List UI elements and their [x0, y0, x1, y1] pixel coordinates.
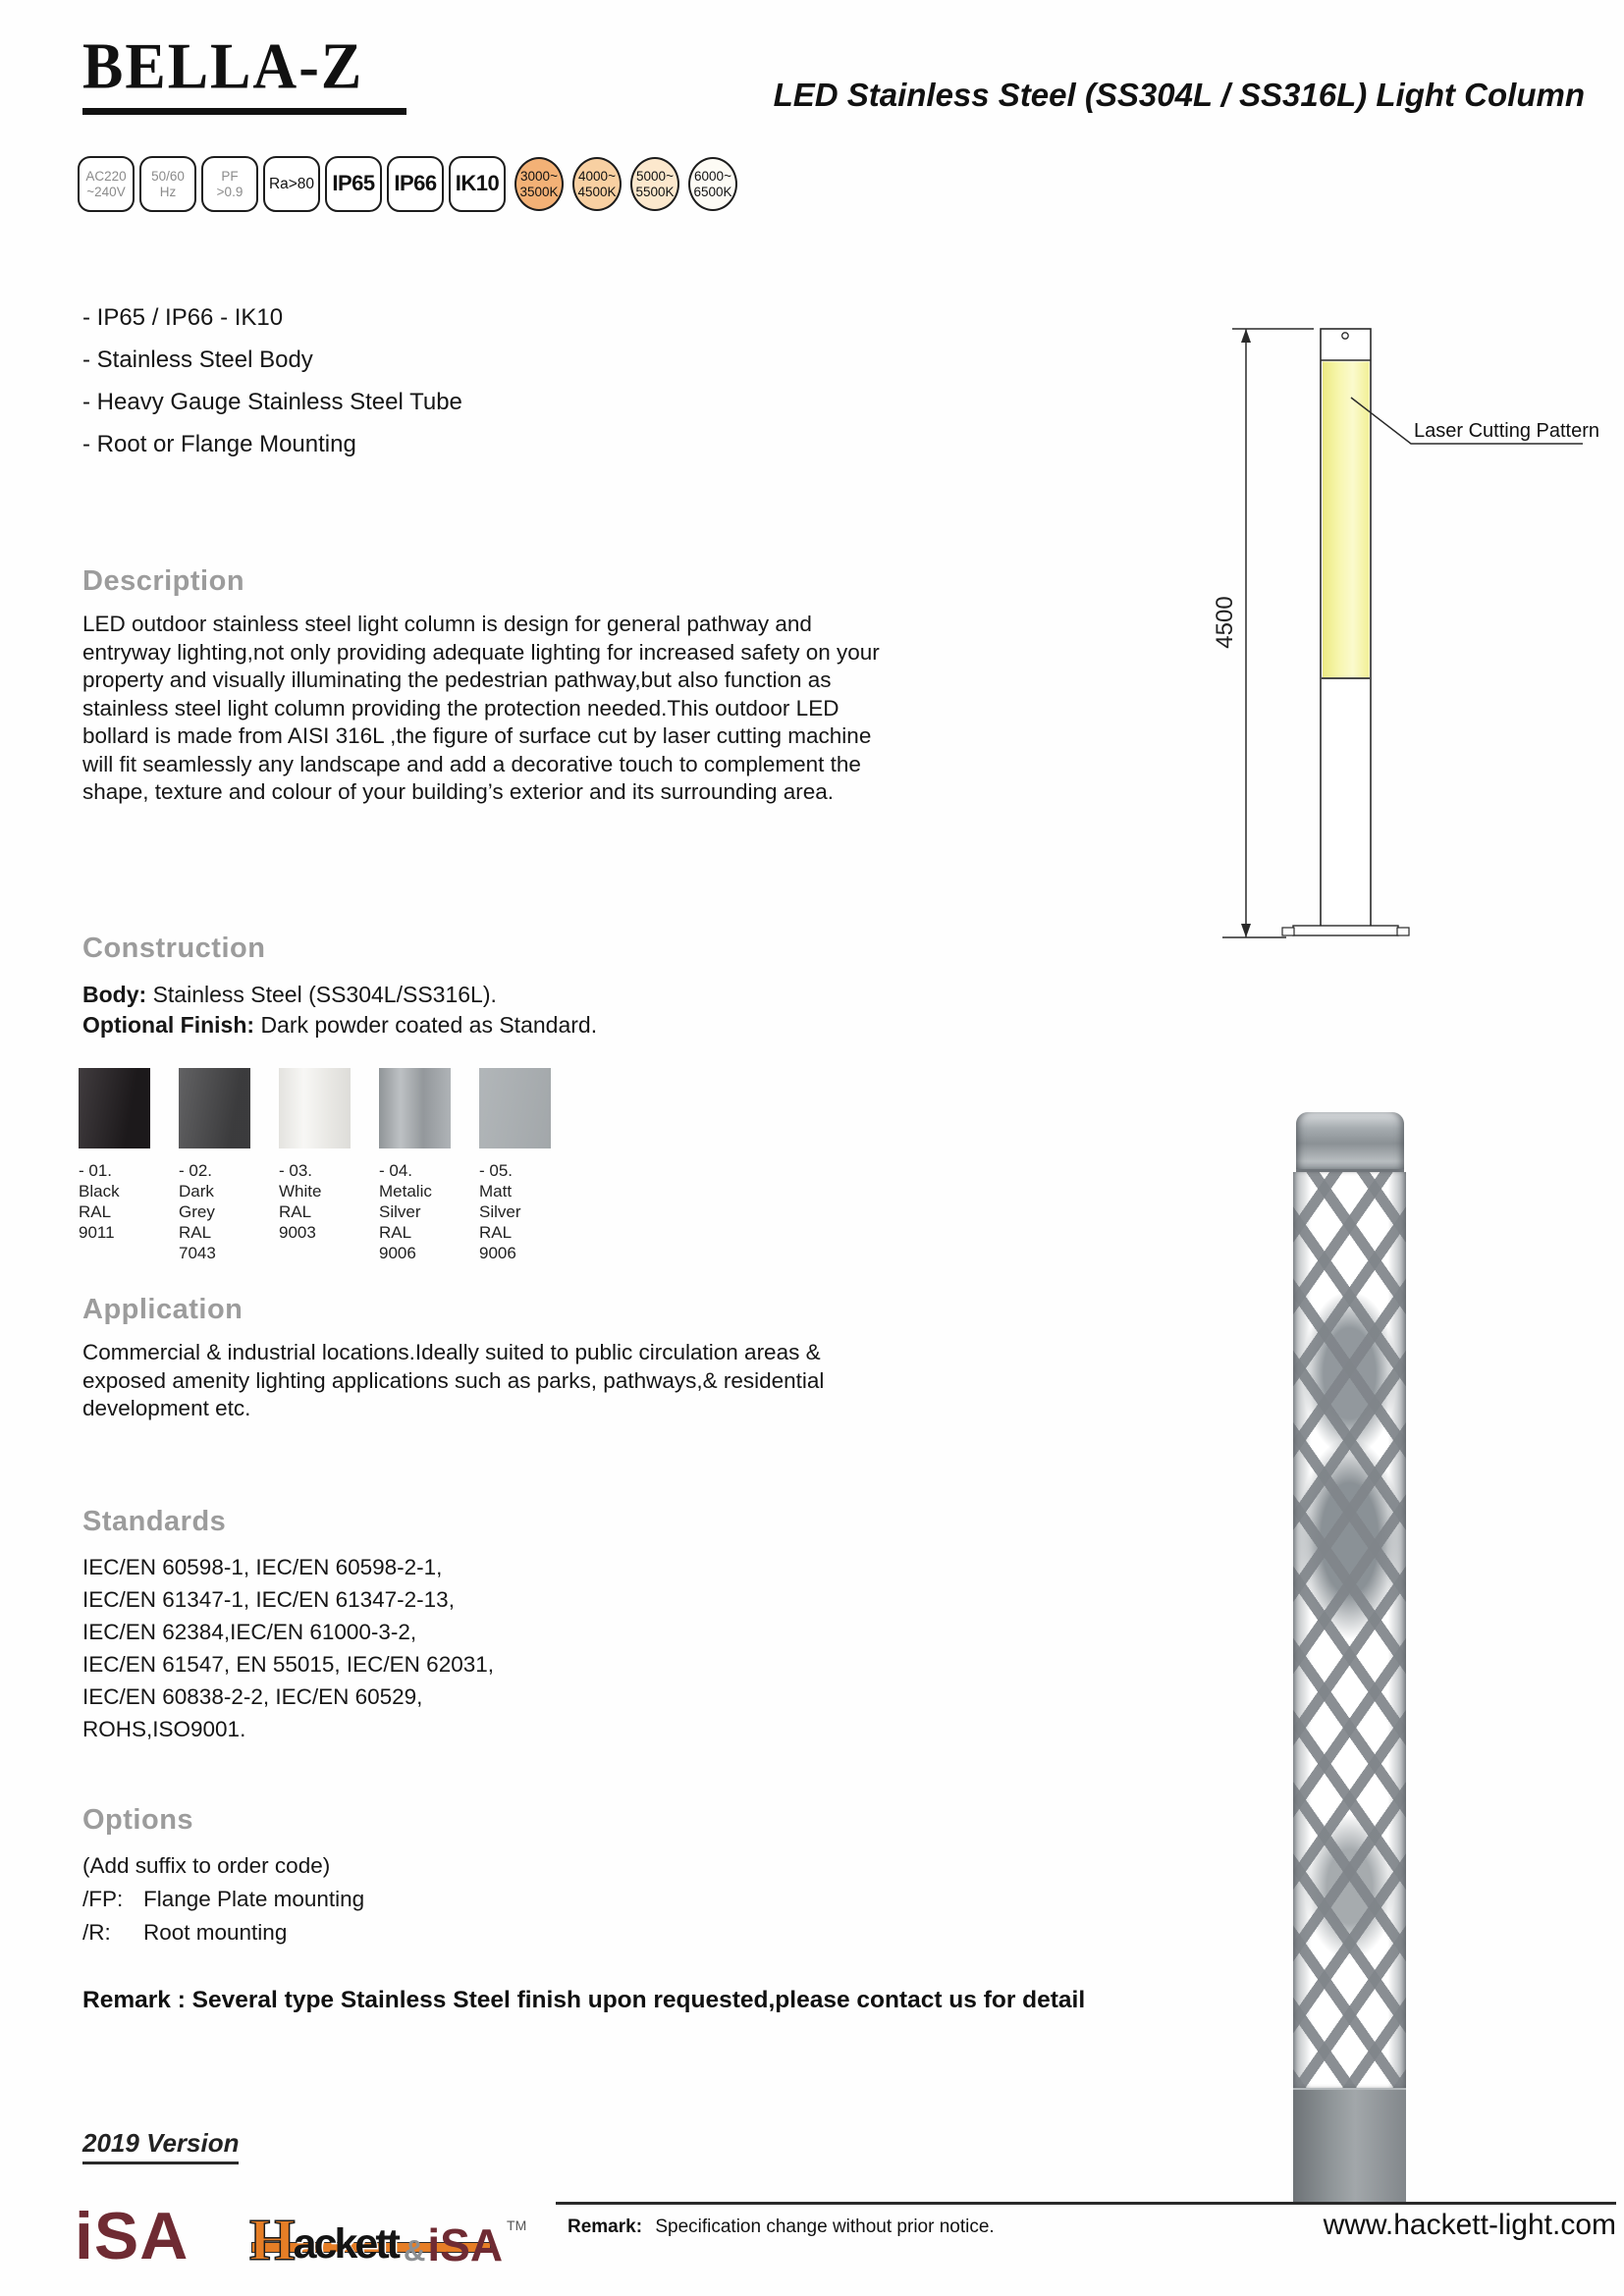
brand-underline — [82, 108, 406, 115]
feature-list — [82, 296, 462, 465]
finish-swatch-matt-silver — [479, 1068, 551, 1148]
hackett-logo-ackett: ackett — [293, 2220, 398, 2268]
isa-logo: iSA — [75, 2199, 189, 2273]
standards-line: IEC/EN 61547, EN 55015, IEC/EN 62031, — [82, 1652, 494, 1677]
construction-body-line: Body: Stainless Steel (SS304L/SS316L). — [82, 982, 497, 1007]
standards-list — [82, 1551, 494, 1745]
finish-swatch-metalic-silver — [379, 1068, 451, 1148]
badge-voltage: AC220 ~240V — [78, 156, 135, 212]
feature-item: - Stainless Steel Body — [82, 347, 313, 373]
feature-item: - Root or Flange Mounting — [82, 431, 356, 457]
standards-line: IEC/EN 61347-1, IEC/EN 61347-2-13, — [82, 1587, 455, 1612]
hackett-logo-isa: iSA — [427, 2219, 504, 2270]
finish-swatch-dark-grey — [179, 1068, 250, 1148]
finish-white: - 03. White RAL 9003 — [279, 1068, 351, 1263]
finish-black: - 01. Black RAL 9011 — [79, 1068, 150, 1263]
badge-cct-5000k: 5000~ 5500K — [630, 157, 679, 211]
section-heading-construction: Construction — [82, 933, 266, 964]
trademark-symbol: TM — [507, 2217, 527, 2233]
construction-finish-line: Optional Finish: Dark powder coated as Standard. — [82, 1012, 598, 1038]
spec-badges — [78, 156, 742, 212]
badge-cct-4000k: 4000~ 4500K — [572, 157, 622, 211]
product-photo-cap — [1296, 1112, 1404, 1172]
section-heading-application: Application — [82, 1294, 244, 1325]
badge-power-factor: PF >0.9 — [201, 156, 258, 212]
footer-divider — [556, 2202, 1616, 2205]
finish-metalic-silver: - 04. Metalic Silver RAL 9006 — [379, 1068, 451, 1263]
section-heading-standards: Standards — [82, 1506, 227, 1537]
laser-cutting-pattern-label: Laser Cutting Pattern — [1414, 420, 1599, 442]
version-label: 2019 Version — [82, 2128, 239, 2164]
hackett-isa-logo — [249, 2205, 527, 2272]
technical-drawing — [1208, 319, 1600, 952]
badge-ip66: IP66 — [387, 156, 444, 212]
finish-swatch-black — [79, 1068, 150, 1148]
finish-swatch-white — [279, 1068, 351, 1148]
badge-cri: Ra>80 — [263, 156, 320, 212]
brand-logo: BELLA-Z — [82, 30, 364, 103]
feature-item: - Heavy Gauge Stainless Steel Tube — [82, 389, 462, 415]
remark-text: Remark : Several type Stainless Steel finish upon requested,please contact us for detail — [82, 1987, 1086, 2013]
hackett-logo-ampersand: & — [403, 2233, 426, 2268]
website-url: www.hackett-light.com — [1323, 2209, 1616, 2241]
description-text: LED outdoor stainless steel light column is design for general pathway and entryway lighting,not only providing adequate lighting for increased safety on your property and visually illuminating the pedestrian pathway,but also function as stainless steel light column providing the protection needed.This outdoor LED bollard is made from AISI 316L ,the figure of surface cut by laser cutting machine will fit seamlessly any landscape and add a decorative touch to complement the shape, texture and colour of your building’s exterior and its surrounding area. — [82, 612, 880, 804]
option-root-mounting: /R: Root mounting — [82, 1920, 288, 1945]
badge-frequency: 50/60 Hz — [139, 156, 196, 212]
product-photo-lattice — [1293, 1172, 1406, 2088]
options-note: (Add suffix to order code) — [82, 1853, 331, 1878]
badge-cct-6000k: 6000~ 6500K — [688, 157, 737, 211]
product-photo-base — [1293, 2088, 1406, 2205]
standards-line: IEC/EN 60838-2-2, IEC/EN 60529, — [82, 1684, 423, 1709]
standards-line: IEC/EN 60598-1, IEC/EN 60598-2-1, — [82, 1555, 443, 1579]
footer-remark: Remark: Specification change without prior notice. — [568, 2216, 995, 2237]
badge-ip65: IP65 — [325, 156, 382, 212]
badge-ik10: IK10 — [449, 156, 506, 212]
feature-item: - IP65 / IP66 - IK10 — [82, 304, 284, 331]
finish-swatches — [79, 1068, 579, 1263]
option-flange-plate: /FP: Flange Plate mounting — [82, 1887, 365, 1911]
finish-matt-silver: - 05. Matt Silver RAL 9006 — [479, 1068, 551, 1263]
badge-cct-3000k: 3000~ 3500K — [514, 157, 564, 211]
drawing-height-dimension: 4500 — [1212, 596, 1238, 649]
page-title: LED Stainless Steel (SS304L / SS316L) Light Column — [773, 77, 1585, 113]
standards-line: ROHS,ISO9001. — [82, 1717, 246, 1741]
hackett-logo-h: H — [249, 2208, 296, 2272]
standards-line: IEC/EN 62384,IEC/EN 61000-3-2, — [82, 1620, 417, 1644]
finish-dark-grey: - 02. Dark Grey RAL 7043 — [179, 1068, 250, 1263]
section-heading-description: Description — [82, 565, 245, 597]
application-text: Commercial & industrial locations.Ideally suited to public circulation areas & exposed amenity lighting applications such as parks, pathways,& residential development etc. — [82, 1340, 825, 1420]
section-heading-options: Options — [82, 1804, 194, 1836]
options-list — [82, 1883, 364, 1949]
